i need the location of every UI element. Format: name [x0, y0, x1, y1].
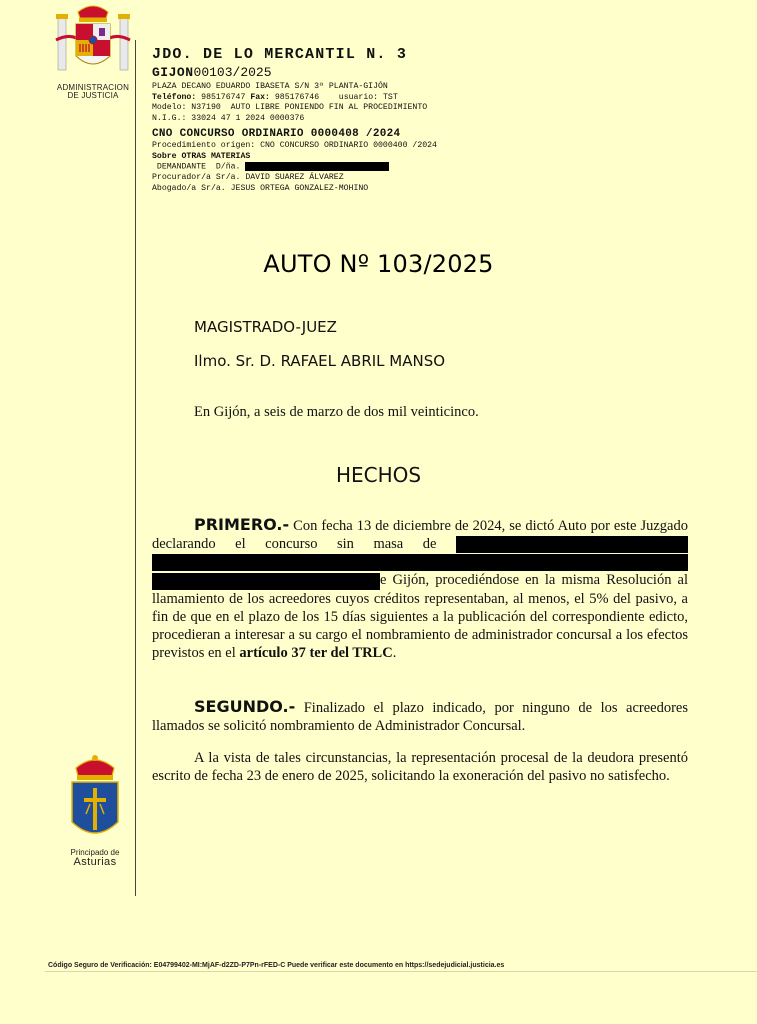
- spain-coat-of-arms-icon: [52, 2, 134, 84]
- user-code: usuario: TST: [338, 92, 398, 102]
- abogado-line: Abogado/a Sr/a. JESUS ORTEGA GONZALEZ-MOHINO: [152, 183, 369, 193]
- judge-name: Ilmo. Sr. D. RAFAEL ABRIL MANSO: [194, 352, 446, 370]
- primero-lead: PRIMERO.-: [194, 515, 290, 534]
- document-header: [152, 46, 712, 194]
- court-address: PLAZA DECANO EDUARDO IBASETA S/N 3ª PLANTA-GIJÓN: [152, 82, 388, 91]
- logo-label-principado: Principado de: [70, 848, 120, 857]
- footer-rule: [45, 971, 757, 972]
- asturias-coat-of-arms-icon: [64, 752, 126, 848]
- case-reference: 00103/2025: [193, 65, 272, 80]
- principado-asturias-logo: [60, 752, 130, 872]
- segundo-lead: SEGUNDO.-: [194, 697, 296, 716]
- redacted-block: [152, 573, 380, 590]
- verification-footer: Código Seguro de Verificación: E04799402-MI:MjAF-d2ZD-P7Pn-rFED-C Puede verificar este documento en https://sedejudicial.justicia.es: [48, 962, 505, 969]
- section-heading: HECHOS: [335, 463, 422, 487]
- court-city: [152, 64, 712, 82]
- date-line: En Gijón, a seis de marzo de dos mil veinticinco.: [194, 404, 479, 420]
- subject-value: OTRAS MATERIAS: [181, 151, 251, 161]
- paragraph-primero: [152, 516, 688, 662]
- paragraph-tercero: [152, 749, 688, 785]
- logo-label-line-1: ADMINISTRACION: [56, 83, 130, 92]
- city-name: GIJON: [152, 65, 194, 80]
- document-title: AUTO Nº 103/2025: [263, 250, 494, 278]
- redacted-block: [152, 554, 688, 571]
- primero-article: artículo 37 ter del TRLC: [239, 644, 393, 661]
- phone-number: 985176747: [201, 92, 246, 102]
- primero-text-b: e Gijón, procediéndose en la misma Resolución al llamamiento de los acreedores cuyos créditos representaban, al menos, el 5% del pasivo, a fin de que en el plazo de los 15 días siguientes a la publicación del correspondiente edicto, procedieran a interesar a su cargo el nombramiento de administrador concursal a los efectos previstos en el: [152, 572, 688, 661]
- fax-number: 985176746: [274, 92, 320, 102]
- tercero-text: A la vista de tales circunstancias, la representación procesal de la deudora presentó escrito de fecha 23 de enero de 2025, solicitando la exoneración del pasivo no satisfecho.: [152, 750, 688, 784]
- redacted-name: [245, 162, 389, 171]
- nig-line: N.I.G.: 33024 47 1 2024 0000376: [152, 113, 305, 123]
- segundo-text: Finalizado el plazo indicado, por ninguno de los acreedores llamados se solicitó nombramiento de Administrador Concursal.: [152, 700, 688, 734]
- logo-label-asturias: Asturias: [73, 856, 117, 868]
- contact-line: [152, 93, 712, 104]
- judge-role: MAGISTRADO-JUEZ: [194, 318, 337, 336]
- procurador-line: Procurador/a Sr/a. DAVID SUAREZ ÁLVAREZ: [152, 173, 344, 183]
- primero-text-a: Con fecha 13 de diciembre de 2024, se dictó Auto por este Juzgado declarando el concurso sin masa de: [152, 518, 688, 552]
- procedure-number: CNO CONCURSO ORDINARIO 0000408 /2024: [152, 128, 401, 140]
- subject-line: [152, 152, 712, 163]
- subject-label: Sobre: [152, 151, 177, 161]
- paragraph-segundo: [152, 698, 688, 735]
- plaintiff-label: DEMANDANTE D/ña.: [152, 162, 241, 172]
- origin-procedure: Procedimiento origen: CNO CONCURSO ORDINARIO 0000400 /2024: [152, 141, 437, 150]
- redacted-block: [456, 536, 688, 553]
- fax-label: Fax:: [250, 92, 270, 102]
- plaintiff-line: [152, 162, 712, 173]
- court-name: JDO. DE LO MERCANTIL N. 3: [152, 46, 408, 63]
- administracion-justicia-logo: [52, 2, 134, 102]
- model-line: Modelo: N37190 AUTO LIBRE PONIENDO FIN AL PROCEDIMIENTO: [152, 103, 428, 112]
- phone-label: Teléfono:: [152, 92, 197, 102]
- logo-label-line-2: DE JUSTICIA: [67, 91, 119, 100]
- primero-end: .: [392, 644, 397, 661]
